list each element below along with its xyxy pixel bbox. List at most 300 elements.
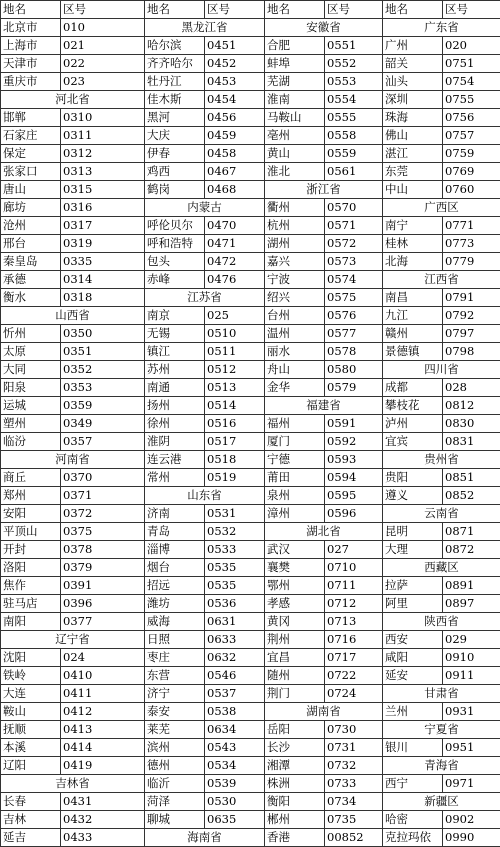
table-row (1, 253, 500, 271)
place-name-cell: 济宁 (145, 685, 205, 703)
place-name-cell: 抚顺 (1, 721, 61, 739)
place-name-cell: 佛山 (383, 127, 443, 145)
area-code-cell: 0517 (205, 433, 265, 451)
place-name-cell: 南通 (145, 379, 205, 397)
area-code-cell: 0546 (205, 667, 265, 685)
table-row (1, 55, 500, 73)
area-code-cell: 0596 (325, 505, 383, 523)
area-code-cell: 025 (205, 307, 265, 325)
table-row (1, 397, 500, 415)
area-code-cell: 0559 (325, 145, 383, 163)
place-name-cell: 银川 (383, 739, 443, 757)
area-code-cell: 0571 (325, 217, 383, 235)
place-name-cell: 宜昌 (265, 649, 325, 667)
area-code-cell: 0902 (443, 811, 500, 829)
area-code-cell: 0553 (325, 73, 383, 91)
place-name-cell: 淮阴 (145, 433, 205, 451)
table-row (1, 163, 500, 181)
place-name-cell: 泸州 (383, 415, 443, 433)
place-name-cell: 廊坊 (1, 199, 61, 217)
place-name-cell: 合肥 (265, 37, 325, 55)
table-row (1, 523, 500, 541)
area-code-cell: 0511 (205, 343, 265, 361)
area-code-cell: 0760 (443, 181, 500, 199)
area-code-cell: 010 (61, 19, 145, 37)
province-header-cell: 新疆区 (383, 793, 500, 811)
place-name-cell: 开封 (1, 541, 61, 559)
place-name-cell: 枣庄 (145, 649, 205, 667)
area-code-cell: 0315 (61, 181, 145, 199)
area-code-cell: 0551 (325, 37, 383, 55)
place-name-cell: 张家口 (1, 163, 61, 181)
area-code-cell: 0433 (61, 829, 145, 847)
area-code-cell: 0555 (325, 109, 383, 127)
place-name-cell: 吉林 (1, 811, 61, 829)
area-code-cell: 0717 (325, 649, 383, 667)
area-code-cell: 0769 (443, 163, 500, 181)
area-code-cell: 027 (325, 541, 383, 559)
province-header-cell: 广东省 (383, 19, 500, 37)
place-name-cell: 韶关 (383, 55, 443, 73)
table-row (1, 271, 500, 289)
place-name-cell: 深圳 (383, 91, 443, 109)
place-name-cell: 衡水 (1, 289, 61, 307)
area-code-cell: 0350 (61, 325, 145, 343)
area-code-cell: 0595 (325, 487, 383, 505)
area-code-cell: 0357 (61, 433, 145, 451)
header-cell-code: 区号 (325, 1, 383, 19)
area-code-cell: 0411 (61, 685, 145, 703)
area-code-cell: 0830 (443, 415, 500, 433)
table-row (1, 649, 500, 667)
place-name-cell: 延安 (383, 667, 443, 685)
place-name-cell: 汕头 (383, 73, 443, 91)
province-header-cell: 海南省 (145, 829, 265, 847)
area-code-cell: 0432 (61, 811, 145, 829)
table-row (1, 145, 500, 163)
place-name-cell: 秦皇岛 (1, 253, 61, 271)
place-name-cell: 黄冈 (265, 613, 325, 631)
area-code-cell: 0632 (205, 649, 265, 667)
table-row (1, 109, 500, 127)
area-code-cell: 0319 (61, 235, 145, 253)
place-name-cell: 阳泉 (1, 379, 61, 397)
area-code-cell: 0535 (205, 577, 265, 595)
province-header-cell: 四川省 (383, 361, 500, 379)
area-code-cell: 0316 (61, 199, 145, 217)
area-code-cell: 0413 (61, 721, 145, 739)
place-name-cell: 徐州 (145, 415, 205, 433)
place-name-cell: 湛江 (383, 145, 443, 163)
place-name-cell: 保定 (1, 145, 61, 163)
area-code-cell: 0733 (325, 775, 383, 793)
area-code-cell: 0751 (443, 55, 500, 73)
area-code-cell: 0592 (325, 433, 383, 451)
province-header-cell: 西藏区 (383, 559, 500, 577)
area-code-cell: 0372 (61, 505, 145, 523)
place-name-cell: 长沙 (265, 739, 325, 757)
area-code-cell: 0579 (325, 379, 383, 397)
area-code-cell: 0594 (325, 469, 383, 487)
area-code-cell: 0773 (443, 235, 500, 253)
table-row (1, 379, 500, 397)
area-code-cell: 0731 (325, 739, 383, 757)
place-name-cell: 延吉 (1, 829, 61, 847)
place-name-cell: 洛阳 (1, 559, 61, 577)
area-code-cell: 0512 (205, 361, 265, 379)
area-code-cell: 0732 (325, 757, 383, 775)
area-code-cell: 0554 (325, 91, 383, 109)
area-code-cell: 0530 (205, 793, 265, 811)
area-code-cell: 0931 (443, 703, 500, 721)
place-name-cell: 东营 (145, 667, 205, 685)
place-name-cell: 金华 (265, 379, 325, 397)
area-code-cell: 0468 (205, 181, 265, 199)
place-name-cell: 哈密 (383, 811, 443, 829)
province-header-cell: 云南省 (383, 505, 500, 523)
area-code-cell: 0771 (443, 217, 500, 235)
area-code-cell: 0391 (61, 577, 145, 595)
area-code-cell: 0476 (205, 271, 265, 289)
area-code-cell: 0735 (325, 811, 383, 829)
table-row (1, 793, 500, 811)
place-name-cell: 珠海 (383, 109, 443, 127)
place-name-cell: 淮南 (265, 91, 325, 109)
place-name-cell: 石家庄 (1, 127, 61, 145)
area-code-cell: 0310 (61, 109, 145, 127)
area-code-cell: 0370 (61, 469, 145, 487)
province-header-cell: 浙江省 (265, 181, 383, 199)
place-name-cell: 泰安 (145, 703, 205, 721)
place-name-cell: 郑州 (1, 487, 61, 505)
place-name-cell: 黄山 (265, 145, 325, 163)
area-code-cell: 0798 (443, 343, 500, 361)
place-name-cell: 铁岭 (1, 667, 61, 685)
place-name-cell: 郴州 (265, 811, 325, 829)
area-code-cell: 0713 (325, 613, 383, 631)
area-code-cell: 0570 (325, 199, 383, 217)
place-name-cell: 南京 (145, 307, 205, 325)
area-code-cell: 0317 (61, 217, 145, 235)
area-code-cell: 0539 (205, 775, 265, 793)
table-row (1, 127, 500, 145)
area-code-cell: 0561 (325, 163, 383, 181)
header-cell-place: 地名 (145, 1, 205, 19)
place-name-cell: 芜湖 (265, 73, 325, 91)
area-code-cell: 0558 (325, 127, 383, 145)
area-code-cell: 0313 (61, 163, 145, 181)
place-name-cell: 安阳 (1, 505, 61, 523)
table-row (1, 703, 500, 721)
place-name-cell: 舟山 (265, 361, 325, 379)
area-code-cell: 020 (443, 37, 500, 55)
province-header-cell: 黑龙江省 (145, 19, 265, 37)
area-code-cell: 0572 (325, 235, 383, 253)
area-code-cell: 0318 (61, 289, 145, 307)
area-code-cell: 0990 (443, 829, 500, 847)
area-code-cell: 0580 (325, 361, 383, 379)
place-name-cell: 赤峰 (145, 271, 205, 289)
area-code-cell: 0779 (443, 253, 500, 271)
place-name-cell: 中山 (383, 181, 443, 199)
table-row (1, 19, 500, 37)
area-code-cell: 0573 (325, 253, 383, 271)
province-header-cell: 陕西省 (383, 613, 500, 631)
place-name-cell: 太原 (1, 343, 61, 361)
area-code-cell: 0734 (325, 793, 383, 811)
table-row (1, 451, 500, 469)
province-header-cell: 吉林省 (1, 775, 145, 793)
area-code-cell: 0459 (205, 127, 265, 145)
area-code-cell: 0757 (443, 127, 500, 145)
province-header-cell: 山东省 (145, 487, 265, 505)
place-name-cell: 佳木斯 (145, 91, 205, 109)
header-cell-place: 地名 (383, 1, 443, 19)
area-code-cell: 0812 (443, 397, 500, 415)
area-code-cell: 0472 (205, 253, 265, 271)
province-header-cell: 山西省 (1, 307, 145, 325)
place-name-cell: 焦作 (1, 577, 61, 595)
area-code-cell: 0458 (205, 145, 265, 163)
province-header-cell: 甘肃省 (383, 685, 500, 703)
place-name-cell: 淄博 (145, 541, 205, 559)
table-row (1, 631, 500, 649)
place-name-cell: 济南 (145, 505, 205, 523)
area-code-cell: 0349 (61, 415, 145, 433)
province-header-cell: 湖北省 (265, 523, 383, 541)
province-header-cell: 内蒙古 (145, 199, 265, 217)
area-code-cell: 0710 (325, 559, 383, 577)
area-code-cell: 0510 (205, 325, 265, 343)
place-name-cell: 唐山 (1, 181, 61, 199)
place-name-cell: 南昌 (383, 289, 443, 307)
place-name-cell: 驻马店 (1, 595, 61, 613)
place-name-cell: 滨州 (145, 739, 205, 757)
table-row (1, 829, 500, 847)
area-code-cell: 0872 (443, 541, 500, 559)
area-code-cell: 0756 (443, 109, 500, 127)
area-code-cell: 024 (61, 649, 145, 667)
area-code-cell: 0378 (61, 541, 145, 559)
area-code-cell: 0574 (325, 271, 383, 289)
province-header-cell: 河南省 (1, 451, 145, 469)
place-name-cell: 昆明 (383, 523, 443, 541)
table-row (1, 811, 500, 829)
place-name-cell: 塑州 (1, 415, 61, 433)
place-name-cell: 哈尔滨 (145, 37, 205, 55)
area-code-cell: 0377 (61, 613, 145, 631)
area-code-cell: 0578 (325, 343, 383, 361)
place-name-cell: 大庆 (145, 127, 205, 145)
place-name-cell: 北京市 (1, 19, 61, 37)
province-header-cell: 宁夏省 (383, 721, 500, 739)
place-name-cell: 湖州 (265, 235, 325, 253)
place-name-cell: 邢台 (1, 235, 61, 253)
area-code-cell: 0431 (61, 793, 145, 811)
table-row (1, 685, 500, 703)
place-name-cell: 日照 (145, 631, 205, 649)
place-name-cell: 赣州 (383, 325, 443, 343)
area-code-cell: 0532 (205, 523, 265, 541)
place-name-cell: 杭州 (265, 217, 325, 235)
place-name-cell: 临沂 (145, 775, 205, 793)
place-name-cell: 平顶山 (1, 523, 61, 541)
place-name-cell: 株洲 (265, 775, 325, 793)
area-code-cell: 0851 (443, 469, 500, 487)
place-name-cell: 商丘 (1, 469, 61, 487)
place-name-cell: 阿里 (383, 595, 443, 613)
place-name-cell: 本溪 (1, 739, 61, 757)
area-code-cell: 0371 (61, 487, 145, 505)
place-name-cell: 呼伦贝尔 (145, 217, 205, 235)
area-code-cell: 0467 (205, 163, 265, 181)
place-name-cell: 黑河 (145, 109, 205, 127)
area-code-cell: 0716 (325, 631, 383, 649)
place-name-cell: 宁德 (265, 451, 325, 469)
area-code-cell: 0852 (443, 487, 500, 505)
place-name-cell: 马鞍山 (265, 109, 325, 127)
table-row (1, 181, 500, 199)
table-row (1, 487, 500, 505)
area-code-cell: 0453 (205, 73, 265, 91)
area-code-cell: 0375 (61, 523, 145, 541)
area-code-cell: 0535 (205, 559, 265, 577)
area-code-cell: 0410 (61, 667, 145, 685)
area-code-cell: 0452 (205, 55, 265, 73)
table-row (1, 505, 500, 523)
place-name-cell: 无锡 (145, 325, 205, 343)
area-code-cell: 0314 (61, 271, 145, 289)
place-name-cell: 大连 (1, 685, 61, 703)
place-name-cell: 伊春 (145, 145, 205, 163)
place-name-cell: 西宁 (383, 775, 443, 793)
place-name-cell: 香港 (265, 829, 325, 847)
place-name-cell: 兰州 (383, 703, 443, 721)
place-name-cell: 咸阳 (383, 649, 443, 667)
place-name-cell: 邯郸 (1, 109, 61, 127)
place-name-cell: 宜宾 (383, 433, 443, 451)
place-name-cell: 天津市 (1, 55, 61, 73)
area-code-cell: 0971 (443, 775, 500, 793)
table-row (1, 775, 500, 793)
place-name-cell: 德州 (145, 757, 205, 775)
place-name-cell: 临汾 (1, 433, 61, 451)
area-code-cell: 0871 (443, 523, 500, 541)
place-name-cell: 东莞 (383, 163, 443, 181)
area-code-cell: 0335 (61, 253, 145, 271)
area-code-cell: 0359 (61, 397, 145, 415)
area-code-cell: 0451 (205, 37, 265, 55)
place-name-cell: 青岛 (145, 523, 205, 541)
table-row (1, 289, 500, 307)
area-code-cell: 0897 (443, 595, 500, 613)
header-cell-code: 区号 (61, 1, 145, 19)
place-name-cell: 荆州 (265, 631, 325, 649)
place-name-cell: 镇江 (145, 343, 205, 361)
province-header-cell: 安徽省 (265, 19, 383, 37)
place-name-cell: 连云港 (145, 451, 205, 469)
place-name-cell: 鞍山 (1, 703, 61, 721)
area-code-cell: 022 (61, 55, 145, 73)
area-code-cell: 0514 (205, 397, 265, 415)
place-name-cell: 呼和浩特 (145, 235, 205, 253)
place-name-cell: 绍兴 (265, 289, 325, 307)
place-name-cell: 衡阳 (265, 793, 325, 811)
area-code-cell: 0593 (325, 451, 383, 469)
area-code-cell: 0831 (443, 433, 500, 451)
place-name-cell: 九江 (383, 307, 443, 325)
table-row (1, 433, 500, 451)
table-row (1, 325, 500, 343)
area-code-cell: 0631 (205, 613, 265, 631)
place-name-cell: 丽水 (265, 343, 325, 361)
area-code-cell: 0419 (61, 757, 145, 775)
place-name-cell: 运城 (1, 397, 61, 415)
place-name-cell: 长春 (1, 793, 61, 811)
area-code-cell: 0722 (325, 667, 383, 685)
table-row (1, 757, 500, 775)
place-name-cell: 聊城 (145, 811, 205, 829)
place-name-cell: 拉萨 (383, 577, 443, 595)
place-name-cell: 泉州 (265, 487, 325, 505)
area-code-cell: 0533 (205, 541, 265, 559)
area-code-cell: 0712 (325, 595, 383, 613)
area-code-cell: 0711 (325, 577, 383, 595)
table-row (1, 739, 500, 757)
province-header-cell: 湖南省 (265, 703, 383, 721)
place-name-cell: 重庆市 (1, 73, 61, 91)
table-row (1, 307, 500, 325)
place-name-cell: 承德 (1, 271, 61, 289)
table-row (1, 541, 500, 559)
place-name-cell: 厦门 (265, 433, 325, 451)
header-cell-code: 区号 (443, 1, 500, 19)
area-code-cell: 0910 (443, 649, 500, 667)
province-header-cell: 青海省 (383, 757, 500, 775)
area-code-cell: 0456 (205, 109, 265, 127)
header-row (1, 1, 500, 19)
area-code-cell: 0797 (443, 325, 500, 343)
area-code-cell: 0536 (205, 595, 265, 613)
province-header-cell: 河北省 (1, 91, 145, 109)
place-name-cell: 沧州 (1, 217, 61, 235)
place-name-cell: 辽阳 (1, 757, 61, 775)
area-code-cell: 0471 (205, 235, 265, 253)
area-code-cell: 0759 (443, 145, 500, 163)
place-name-cell: 温州 (265, 325, 325, 343)
place-name-cell: 孝感 (265, 595, 325, 613)
place-name-cell: 随州 (265, 667, 325, 685)
area-code-cell: 0791 (443, 289, 500, 307)
place-name-cell: 鄂州 (265, 577, 325, 595)
table-row (1, 415, 500, 433)
area-code-cell: 0311 (61, 127, 145, 145)
area-code-cell: 0911 (443, 667, 500, 685)
place-name-cell: 衢州 (265, 199, 325, 217)
place-name-cell: 扬州 (145, 397, 205, 415)
area-code-cell: 0351 (61, 343, 145, 361)
place-name-cell: 西安 (383, 631, 443, 649)
area-code-cell: 023 (61, 73, 145, 91)
place-name-cell: 岳阳 (265, 721, 325, 739)
area-code-cell: 0635 (205, 811, 265, 829)
area-code-cell: 0951 (443, 739, 500, 757)
table-row (1, 595, 500, 613)
header-cell-place: 地名 (265, 1, 325, 19)
place-name-cell: 牡丹江 (145, 73, 205, 91)
table-row (1, 559, 500, 577)
area-code-cell: 0792 (443, 307, 500, 325)
